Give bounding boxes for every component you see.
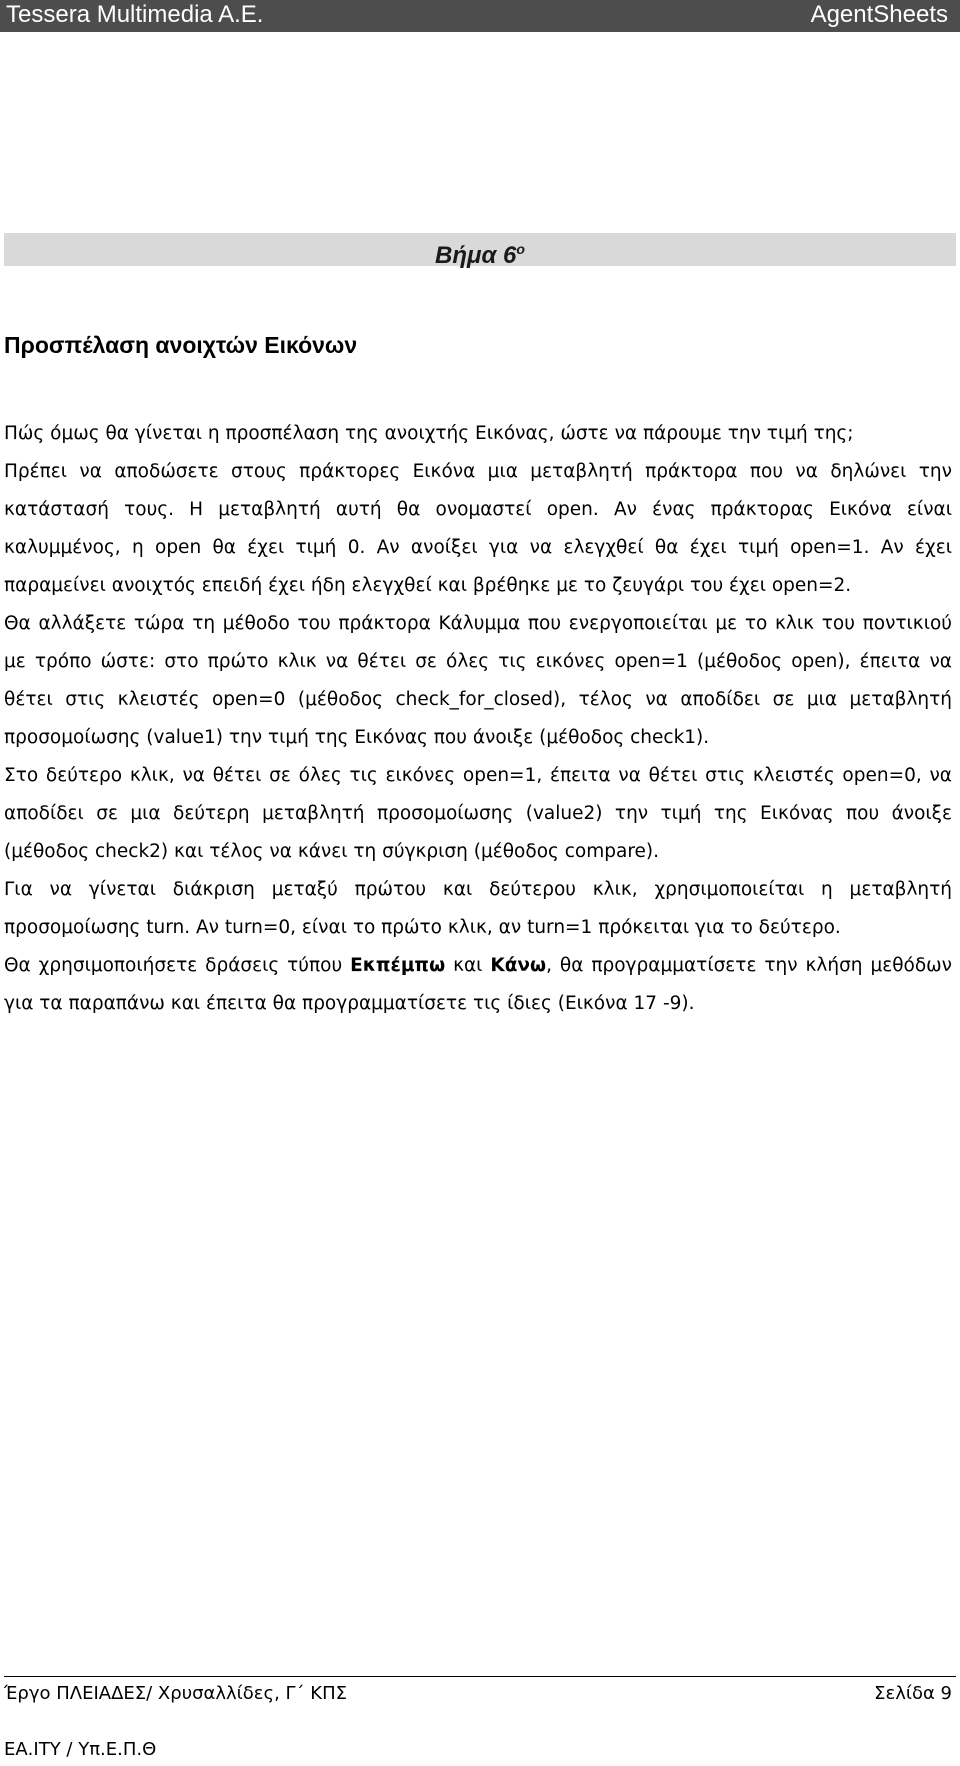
footer-page-number: Σελίδα 9 xyxy=(874,1683,952,1704)
footer-project: Έργο ΠΛΕΙΑΔΕΣ/ Χρυσαλλίδες, Γ΄ ΚΠΣ xyxy=(4,1683,347,1704)
action-emit-label: Εκπέμπω xyxy=(350,955,446,976)
page-header xyxy=(0,0,960,32)
header-product: AgentSheets xyxy=(810,1,948,28)
footer-organization: ΕΑ.ΙΤΥ / Υπ.Ε.Π.Θ xyxy=(4,1739,157,1760)
action-do-label: Κάνω xyxy=(490,955,547,976)
body-text xyxy=(4,415,952,1023)
actions-text-after: , θα προγραμματίσετε την κλήση μεθόδων για τα παραπάνω και έπειτα θα προγραμματίσετε τις ίδιες (Εικόνα 17 -9). xyxy=(4,955,952,1014)
step-superscript: ο xyxy=(516,241,525,257)
section-title: Προσπέλαση ανοιχτών Εικόνων xyxy=(4,332,358,358)
paragraph-actions xyxy=(4,947,952,1023)
footer-divider xyxy=(4,1676,956,1677)
actions-text-middle: και xyxy=(445,955,491,976)
actions-text-before: Θα χρησιμοποιήσετε δράσεις τύπου xyxy=(4,955,351,976)
paragraph-first-click: Θα αλλάξετε τώρα τη μέθοδο του πράκτορα Κάλυμμα που ενεργοποιείται με το κλικ του ποντικιού με τρόπο ώστε: στο πρώτο κλικ να θέτει σε όλες τις εικόνες open=1 (μέθοδος open), έπειτα να θέτει στις κλειστές open=0 (μέθοδος check_for_closed), τέλος να αποδίδει σε μια μεταβλητή προσομοίωσης (value1) την τιμή της Εικόνας που άνοιξε (μέθοδος check1). xyxy=(4,613,952,748)
step-label: Βήμα 6 xyxy=(435,242,517,269)
step-heading xyxy=(4,233,956,269)
paragraph-second-click: Στο δεύτερο κλικ, να θέτει σε όλες τις εικόνες open=1, έπειτα να θέτει στις κλειστές open=0, να αποδίδει σε μια δεύτερη μεταβλητή προσομοίωσης (value2) την τιμή της Εικόνας που άνοιξε (μέθοδος check2) και τέλος να κάνει τη σύγκριση (μέθοδος compare). xyxy=(4,765,952,862)
paragraph-open-variable: Πρέπει να αποδώσετε στους πράκτορες Εικόνα μια μεταβλητή πράκτορα που να δηλώνει την κατάστασή τους. Η μεταβλητή αυτή θα ονομαστεί open. Αν ένας πράκτορας Εικόνα είναι καλυμμένος, η open θα έχει τιμή 0. Αν ανοίξει για να ελεγχθεί θα έχει τιμή open=1. Αν έχει παραμείνει ανοιχτός επειδή έχει ήδη ελεγχθεί και βρέθηκε με το ζευγάρι του έχει open=2. xyxy=(4,461,952,596)
paragraph-question: Πώς όμως θα γίνεται η προσπέλαση της ανοιχτής Εικόνας, ώστε να πάρουμε την τιμή της; xyxy=(4,423,854,444)
header-company: Tessera Multimedia A.E. xyxy=(6,1,264,28)
paragraph-turn-variable: Για να γίνεται διάκριση μεταξύ πρώτου και δεύτερου κλικ, χρησιμοποιείται η μεταβλητή προσομοίωσης turn. Αν turn=0, είναι το πρώτο κλικ, αν turn=1 πρόκειται για το δεύτερο. xyxy=(4,879,952,938)
